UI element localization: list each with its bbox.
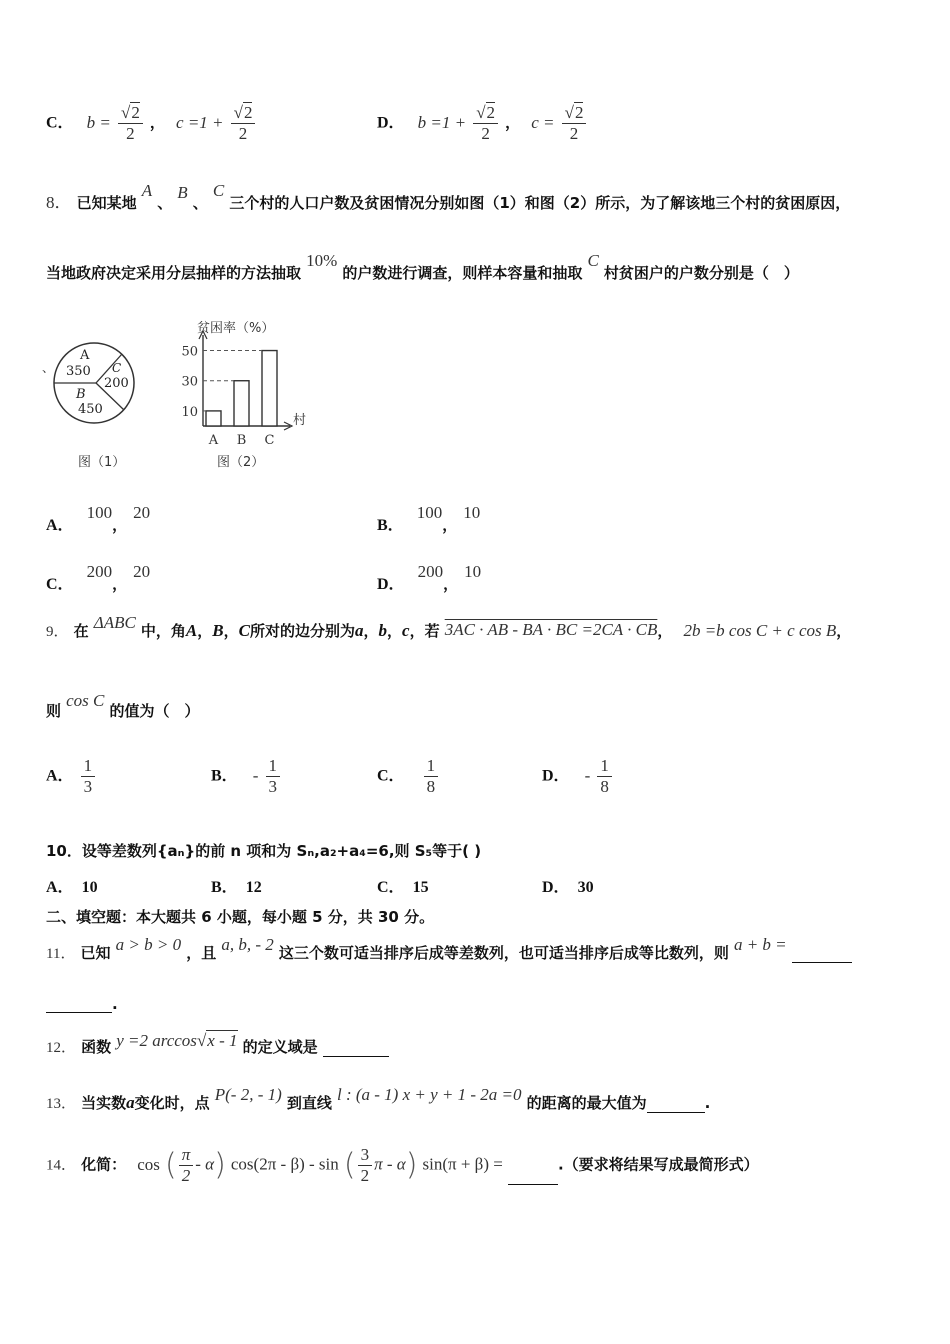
q14-stem: 14． 化简： cos ( $\frac{\pi}{2}$ - α) cos(2π - β) - sin ( $\frac{3}{2}$ π - α) sin(π + β) = .（要求将结果写成最简形式） [46, 1145, 759, 1185]
x-tick-label: C [264, 433, 275, 448]
x-axis-label: 村 [293, 413, 307, 428]
equation-2b: 2b =b cos C + c cos B [683, 621, 837, 640]
q8-line-1: 8． 已知某地 A 、 B 、 C 三个村的人口户数及贫困情况分别如图（1）和图（2）所示，为了解该地三个村的贫困原因， [46, 181, 851, 212]
q9-line-1: 9． 在 ΔABC 中，角A，B，C所对的边分别为a，b，c，若 3AC · AB - BA · BC =2CA · CB， 2b =b cos C + c cos B， [46, 613, 852, 640]
y-tick-label: 50 [181, 344, 198, 360]
option-label: C． [46, 114, 74, 132]
q9-option-b: B． - $\frac{1}{3}$ [211, 756, 282, 796]
pie-label-a: A [80, 348, 90, 363]
q8-option-b: B． 100，10 [377, 503, 481, 534]
answer-blank[interactable] [508, 1168, 558, 1185]
bar-A [206, 411, 221, 426]
q7-option-c: C． b = $\frac{√2}{2}$ ， c =1 + $\frac{√2}{2}$ [46, 103, 257, 143]
fraction: $\frac{√2}{2}$ [118, 103, 143, 143]
q10-option-a: A． 10 [46, 879, 98, 896]
fraction: $\frac{√2}{2}$ [562, 103, 587, 143]
chart-caption: 图（2） [217, 455, 265, 470]
pie-label-b: B [76, 387, 86, 402]
y-tick-label: 10 [181, 404, 198, 420]
bar-C [262, 351, 277, 426]
q8-option-d: D． 200，10 [377, 562, 482, 593]
q12-stem: 12． 函数 y =2 arccos√x - 1 的定义域是 [46, 1036, 389, 1057]
pie-left-mark: 、 [42, 361, 55, 375]
pie-value-b: 450 [78, 402, 103, 417]
q11-line-1: 11． 已知 a > b > 0 ，且 a, b, - 2 这三个数可适当排序后成等差数列，也可适当排序后成等比数列，则 a + b = [46, 942, 852, 963]
q8-option-a: A． 100，20 [46, 503, 151, 534]
pie-chart-figure-1 [40, 330, 150, 480]
option-label: D． [377, 114, 405, 132]
answer-blank[interactable] [46, 996, 112, 1013]
section-title: 二、填空题：本大题共 6 小题，每小题 5 分，共 30 分。 [46, 908, 435, 926]
vector-equation: 3AC · AB - BA · BC =2CA · CB [444, 620, 658, 639]
math-b-eq: b =1 + [417, 112, 467, 132]
q13-stem: 13． 当实数a变化时，点 P(- 2, - 1) 到直线 l : (a - 1) x + y + 1 - 2a =0 的距离的最大值为 . [46, 1085, 711, 1112]
y-tick-label: 30 [181, 374, 198, 390]
x-tick-label: B [236, 433, 247, 448]
fraction: $\frac{√2}{2}$ [473, 103, 498, 143]
math-b-eq: b = [86, 112, 111, 132]
q8-option-c: C． 200，20 [46, 562, 151, 593]
pie-value-c: 200 [104, 376, 129, 391]
q9-option-c: C． $\frac{1}{8}$ [377, 756, 440, 796]
q10-option-b: B． 12 [211, 879, 262, 896]
q10-option-d: D． 30 [542, 879, 594, 896]
q10-option-c: C． 15 [377, 879, 429, 896]
math-c-eq: c =1 + [176, 112, 224, 132]
q9-line-2: 则 cos C 的值为（ ） [46, 691, 200, 720]
answer-blank[interactable] [647, 1096, 705, 1113]
chart-title: 贫困率（%） [197, 321, 275, 336]
q9-option-a: A． $\frac{1}{3}$ [46, 756, 97, 796]
pie-label-c: C [112, 361, 122, 375]
q11-line-2: . [46, 994, 118, 1013]
answer-blank[interactable] [792, 946, 852, 963]
math-c-eq: c = [531, 112, 555, 132]
q7-option-d: D． b =1 + $\frac{√2}{2}$ ， c = $\frac{√2}{2}$ [377, 103, 588, 143]
answer-blank[interactable] [323, 1040, 389, 1057]
pie-caption: 图（1） [78, 455, 126, 470]
pie-value-a: 350 [66, 364, 91, 379]
q9-option-d: D． - $\frac{1}{8}$ [542, 756, 614, 796]
x-tick-label: A [208, 433, 219, 448]
q10-stem: 10．设等差数列{aₙ}的前 n 项和为 Sₙ,a₂+a₄=6,则 S₅等于( ) [46, 842, 482, 860]
q8-line-2: 当地政府决定采用分层抽样的方法抽取 10% 的户数进行调查，则样本容量和抽取 C 村贫困户的户数分别是（ ） [46, 251, 799, 282]
bar-B [234, 381, 249, 426]
fraction: $\frac{√2}{2}$ [231, 103, 256, 143]
bar-chart-figure-2 [165, 315, 325, 480]
